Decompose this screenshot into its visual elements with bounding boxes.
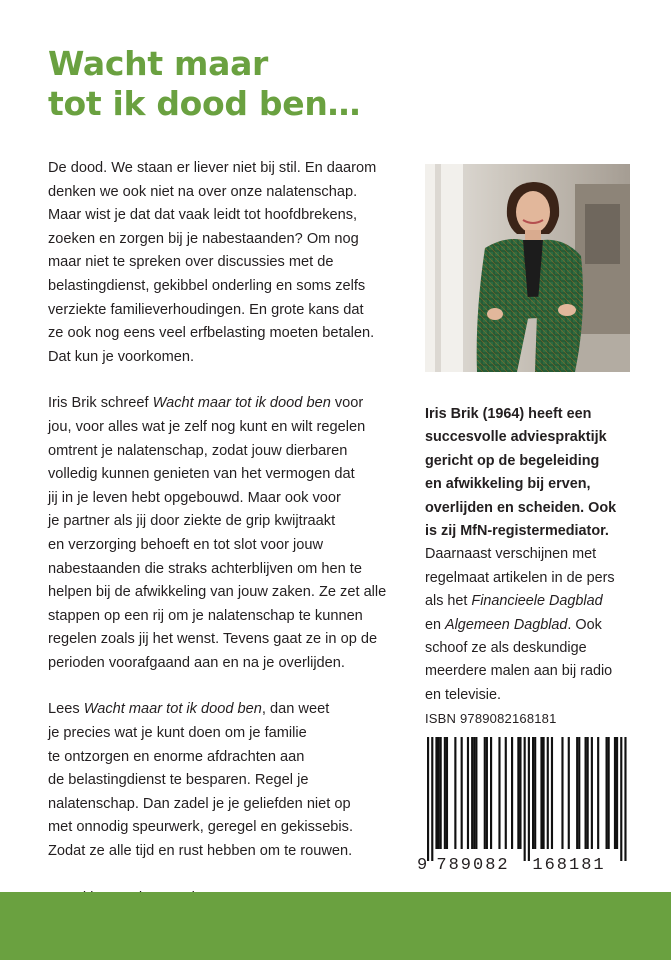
paragraph2-line: Iris Brik schreef Wacht maar tot ik dood ben voor: [48, 395, 364, 412]
barcode-bar: [540, 737, 542, 849]
barcode-bar: [446, 737, 448, 849]
barcode-bar: [454, 737, 456, 849]
paragraph3-line: met onnodig speurwerk, geregel en gekissebis.: [48, 819, 354, 836]
intro-line: denken we ook niet na over onze nalatenschap.: [48, 183, 358, 200]
barcode-bar: [616, 737, 618, 849]
intro-line: Maar wist je dat dat vaak leidt tot hoofdbrekens,: [48, 207, 358, 224]
barcode-bar: [606, 737, 608, 849]
author-portrait-icon: [425, 164, 630, 372]
barcode-bar: [591, 737, 593, 849]
barcode-bar: [624, 737, 626, 861]
paragraph2-line: jij in je leven hebt opgebouwd. Maar ook voor: [48, 489, 341, 506]
intro-line: zoeken en zorgen bij je nabestaanden? Om nog: [48, 230, 359, 247]
book-title-italic: Wacht maar tot ik dood ben: [83, 701, 262, 718]
barcode-bar: [431, 737, 433, 861]
barcode-bar: [438, 737, 440, 849]
barcode-bar: [585, 737, 587, 849]
paragraph3-line: de belastingdienst te besparen. Regel je: [48, 772, 309, 789]
paragraph2-line: jou, voor alles wat je zelf nog kunt en wilt regelen: [48, 418, 366, 435]
barcode-bar: [490, 737, 492, 849]
barcode-digits-left: 789082: [436, 856, 510, 875]
paragraph2-line: perioden voorafgaand aan en na je overlijden.: [48, 654, 345, 671]
paragraph2-line: volledig kunnen genieten van het vermogen dat: [48, 466, 355, 483]
paragraph3-line: nalatenschap. Dan zadel je je geliefden niet op: [48, 795, 351, 812]
paragraph2-line: en verzorging behoeft en tot slot voor jouw: [48, 536, 324, 553]
barcode-bar: [543, 737, 545, 849]
barcode-bar: [475, 737, 477, 849]
paragraph3-line: je precies wat je kunt doen om je familie: [48, 725, 307, 742]
paragraph3-line: Zodat ze alle tijd en rust hebben om te rouwen.: [48, 843, 353, 860]
barcode-bar: [471, 737, 473, 849]
barcode-digit-first: 9: [417, 856, 428, 875]
bio-line: en televisie.: [425, 686, 501, 703]
blurb-text: [48, 157, 392, 910]
intro-line: ze ook nog eens veel erfbelasting moeten betalen.: [48, 325, 375, 342]
book-title-italic: Wacht maar tot ik dood ben: [152, 395, 331, 412]
barcode-bar: [511, 737, 513, 849]
barcode-bar: [561, 737, 563, 849]
barcode-bar: [435, 737, 437, 849]
bio-bold-line: overlijden en scheiden. Ook: [425, 499, 617, 516]
barcode-bar: [576, 737, 578, 849]
barcode-bar: [614, 737, 616, 849]
intro-line: belastingdienst, gekibbel onderling en soms zelfs: [48, 277, 366, 294]
paragraph2-line: nabestaanden die straks achterblijven om hen te: [48, 560, 362, 577]
barcode-bar: [551, 737, 553, 849]
bio-line: schoof ze als deskundige: [425, 640, 587, 657]
paragraph2-line: regelen zoals jij het wenst. Tevens gaat ze in op de: [48, 631, 378, 648]
book-title: [48, 44, 360, 124]
author-photo: [425, 164, 630, 372]
barcode-bar: [498, 737, 500, 849]
barcode-digits-right: 168181: [532, 856, 606, 875]
intro-line: Dat kun je voorkomen.: [48, 348, 195, 365]
barcode-bar: [547, 737, 549, 849]
bio-line: en Algemeen Dagblad. Ook: [425, 616, 602, 633]
barcode-bar: [578, 737, 580, 849]
barcode-bar: [444, 737, 446, 849]
barcode-bar: [608, 737, 610, 849]
intro-line: De dood. We staan er liever niet bij stil. En daarom: [48, 160, 377, 176]
title-line-2: tot ik dood ben…: [48, 84, 361, 123]
author-bio: [425, 403, 655, 707]
barcode-bar: [517, 737, 519, 849]
barcode-bar: [427, 737, 429, 861]
bio-bold-line: en afwikkeling bij erven,: [425, 476, 591, 493]
intro-line: maar niet te spreken over discussies met de: [48, 254, 334, 271]
barcode-bar: [532, 737, 534, 849]
barcode-bar: [461, 737, 463, 849]
barcode-bar: [528, 737, 530, 861]
bio-line: regelmaat artikelen in de pers: [425, 569, 615, 586]
barcode-bar: [486, 737, 488, 849]
newspaper-name: Algemeen Dagblad: [445, 616, 568, 633]
barcode-bar: [534, 737, 536, 849]
bio-line: als het Financieele Dagblad: [425, 593, 603, 610]
barcode-bar: [620, 737, 622, 861]
barcode-bar: [484, 737, 486, 849]
barcode-bar: [440, 737, 442, 849]
bio-bold-line: gericht op de begeleiding: [425, 452, 600, 469]
bio-bold-line: is zij MfN-registermediator.: [425, 523, 609, 540]
paragraph2-line: omtrent je nalatenschap, zodat jouw dierbaren: [48, 442, 348, 459]
paragraph2-line: stappen op een rij om je nalatenschap te kunnen: [48, 607, 363, 624]
barcode-bar: [587, 737, 589, 849]
isbn-label: ISBN 9789082168181: [425, 711, 557, 726]
bio-bold-line: Iris Brik (1964) heeft een: [425, 406, 592, 422]
paragraph2-line: helpen bij de afwikkeling van jouw zaken. Ze zet alle: [48, 584, 387, 601]
barcode-bar: [505, 737, 507, 849]
barcode-bar: [568, 737, 570, 849]
bio-bold-line: succesvolle adviespraktijk: [425, 429, 607, 446]
barcode-bar: [519, 737, 521, 849]
intro-line: verziekte familieverhoudingen. En grote kans dat: [48, 301, 364, 318]
barcode-bar: [467, 737, 469, 849]
bio-line: Daarnaast verschijnen met: [425, 546, 597, 563]
barcode-bar: [597, 737, 599, 849]
barcode-icon: [409, 735, 634, 875]
barcode-bar: [473, 737, 475, 849]
paragraph3-line: Lees Wacht maar tot ik dood ben, dan weet: [48, 701, 330, 718]
bio-line: meerdere malen aan bij radio: [425, 663, 613, 680]
title-line-1: Wacht maar: [48, 44, 269, 83]
barcode-bar: [524, 737, 526, 861]
footer-band: [0, 892, 671, 960]
newspaper-name: Financieele Dagblad: [471, 593, 603, 610]
paragraph2-line: je partner als jij door ziekte de grip kwijtraakt: [48, 513, 336, 530]
paragraph3-line: te ontzorgen en enorme afdrachten aan: [48, 748, 305, 765]
